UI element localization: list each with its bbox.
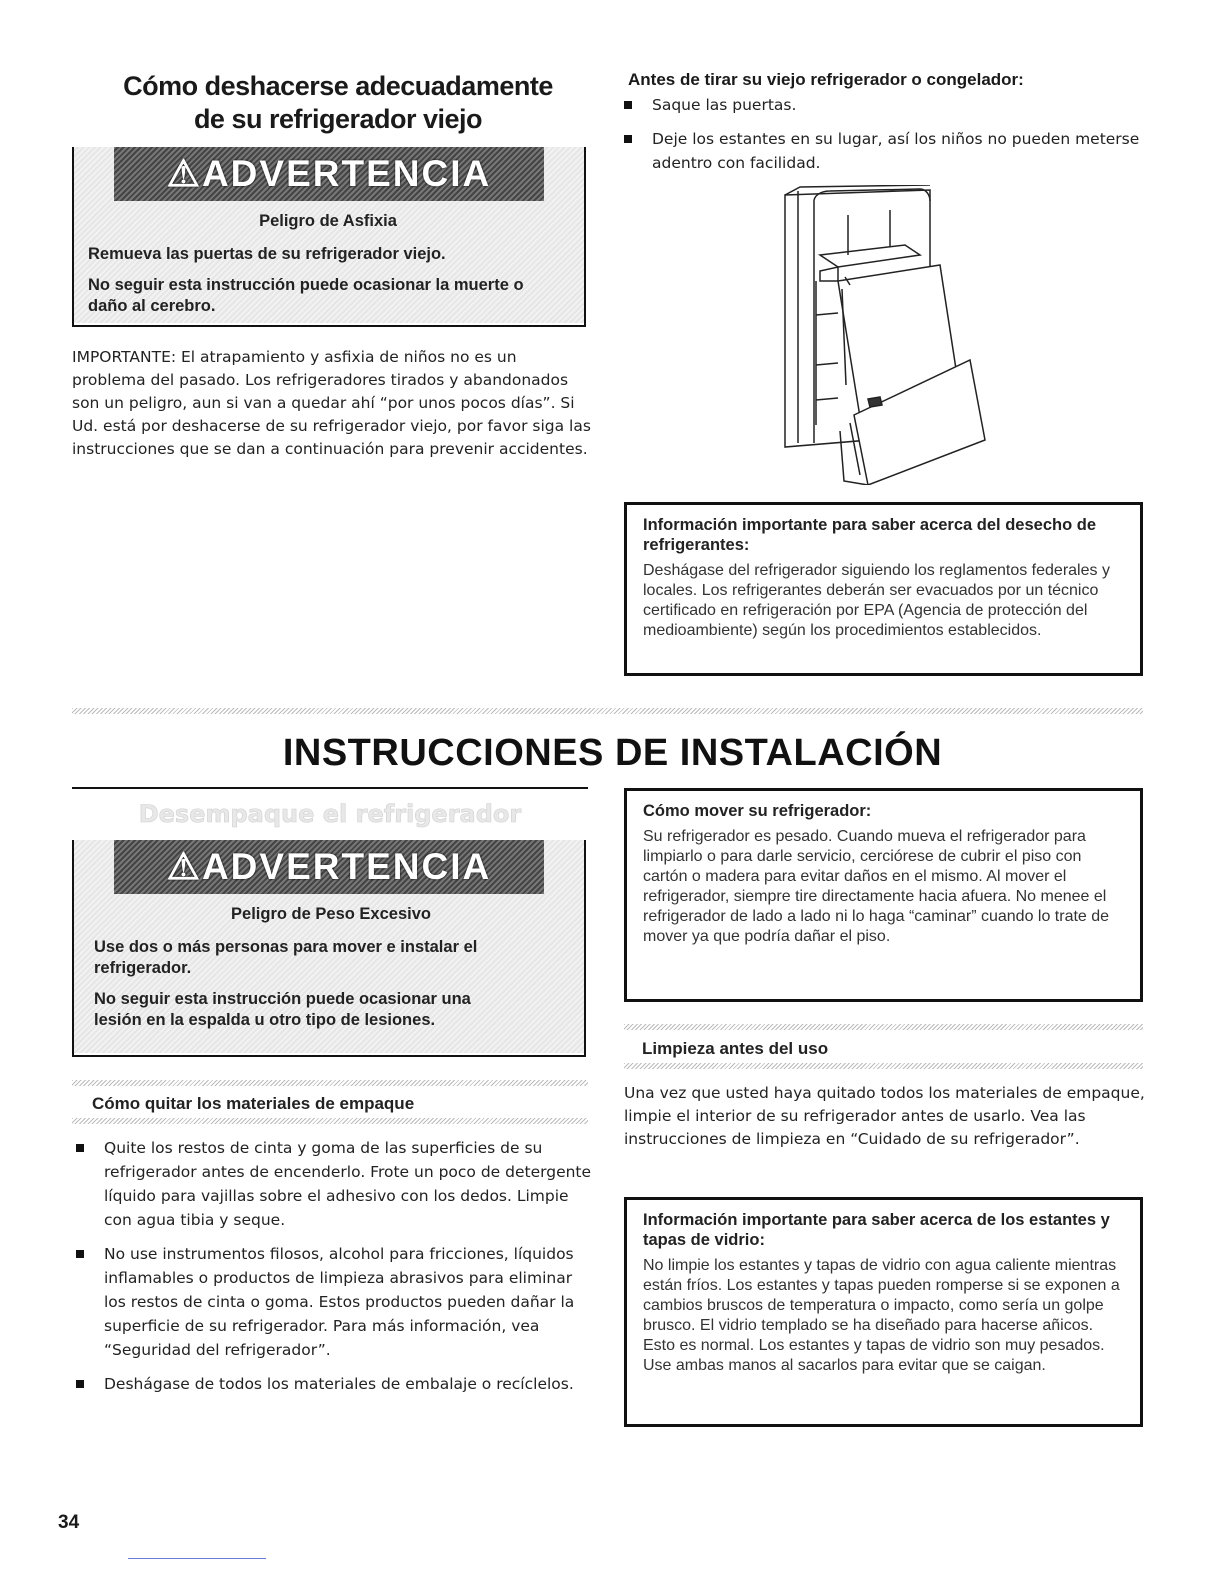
list-item: Deje los estantes en su lugar, así los niños no pueden meterse adentro con facilidad. — [620, 127, 1150, 175]
warning-consequence: No seguir esta instrucción puede ocasionar la muerte o daño al cerebro. — [88, 276, 524, 315]
cleaning-paragraph: Una vez que usted haya quitado todos los materiales de empaque, limpie el interior de su refrigerador antes de usarlo. Vea las instrucciones de limpieza en “Cuidado de su refrigerador”. — [624, 1084, 1145, 1148]
remove-packing-list — [72, 1136, 592, 1406]
list-item: Saque las puertas. — [620, 93, 1150, 117]
refrigerator-doors-removed-illustration — [780, 185, 995, 485]
refrigerant-info-box — [624, 502, 1143, 676]
footer-rule — [128, 1558, 266, 1559]
glass-info-box — [624, 1197, 1143, 1427]
page-title: INSTRUCCIONES DE INSTALACIÓN — [282, 732, 943, 774]
warning-instruction: Use dos o más personas para mover e instalar el refrigerador. — [94, 938, 478, 977]
refrigerant-info-text: Deshágase del refrigerador siguiendo los reglamentos federales y locales. Los refrigerantes deberán ser evacuados por un técnico certificado en refrigeración por EPA (Agencia de protección del medioambiente) según los procedimientos establecidos. — [643, 562, 1110, 639]
important-paragraph: IMPORTANTE: El atrapamiento y asfixia de niños no es un problema del pasado. Los refrigeradores tirados y abandonados son un peligro, aun si van a quedar ahí “por unos pocos días”. Si Ud. está por deshacerse de su refrigerador viejo, por favor siga las instrucciones que se dan a continuación para prevenir accidentes. — [72, 348, 591, 458]
move-info-box — [624, 788, 1143, 1002]
glass-info-text: No limpie los estantes y tapas de vidrio con agua caliente mientras están fríos. Los estantes y tapas pueden romperse si se exponen a cambios bruscos de temperatura o impacto, como sería un golpe brusco. El vidrio templado se ha diseñado para hacerse añicos. Esto es normal. Los estantes y tapas de vidrio son muy pesados. Use ambas manos al sacarlos para evitar que se caigan. — [643, 1257, 1120, 1374]
move-info-text: Su refrigerador es pesado. Cuando mueva el refrigerador para limpiarlo o para darle servicio, cerciórese de cubrir el piso con cartón o madera para evitar daños en el mismo. Al mover el refrigerador, siempre tire directamente hacia afuera. No menee el refrigerador de lado a lado ni lo haga “caminar” cuando lo trate de mover ya que podría dañar el piso. — [643, 828, 1110, 945]
remove-packing-heading: Cómo quitar los materiales de empaque — [92, 1094, 415, 1113]
disposal-title — [88, 70, 588, 136]
list-item: Quite los restos de cinta y goma de las superficies de su refrigerador antes de encenderlo. Frote un poco de detergente líquido para vajillas sobre el adhesivo con los dedos. Limpie con agua tibia y seque. — [72, 1136, 592, 1232]
move-info-title: Cómo mover su refrigerador: — [643, 802, 872, 820]
refrigerant-info-title: Información importante para saber acerca del desecho de refrigerantes: — [643, 516, 1096, 554]
list-item: No use instrumentos filosos, alcohol para fricciones, líquidos inflamables o productos de limpieza abrasivos para eliminar los restos de cinta o goma. Estos productos pueden dañar la superficie de su refrigerador. Para más información, vea “Seguridad del refrigerador”. — [72, 1242, 592, 1362]
warning-hazard: Peligro de Asfixia — [259, 212, 397, 230]
warning-banner: ⚠ADVERTENCIA — [114, 147, 544, 201]
before-disposal-list — [620, 93, 1150, 185]
weight-warning-box — [72, 840, 586, 1057]
warning-consequence: No seguir esta instrucción puede ocasionar una lesión en la espalda u otro tipo de lesiones. — [94, 990, 471, 1029]
warning-banner: ⚠ADVERTENCIA — [114, 840, 544, 894]
before-disposal-heading: Antes de tirar su viejo refrigerador o congelador: — [628, 70, 1024, 89]
list-item: Deshágase de todos los materiales de embalaje o recíclelos. — [72, 1372, 592, 1396]
warning-instruction: Remueva las puertas de su refrigerador viejo. — [88, 245, 446, 263]
asphyxia-warning-box — [72, 147, 586, 327]
section-rule — [72, 787, 588, 789]
glass-info-title: Información importante para saber acerca de los estantes y tapas de vidrio: — [643, 1211, 1110, 1249]
section-divider — [72, 708, 1143, 714]
warning-hazard: Peligro de Peso Excesivo — [231, 905, 431, 923]
disposal-title-line2: de su refrigerador viejo — [193, 104, 483, 134]
page-number: 34 — [58, 1512, 80, 1533]
unpack-section-title: Desempaque el refrigerador — [138, 800, 522, 828]
disposal-title-line1: Cómo deshacerse adecuadamente — [123, 71, 553, 101]
cleaning-heading: Limpieza antes del uso — [642, 1039, 829, 1058]
